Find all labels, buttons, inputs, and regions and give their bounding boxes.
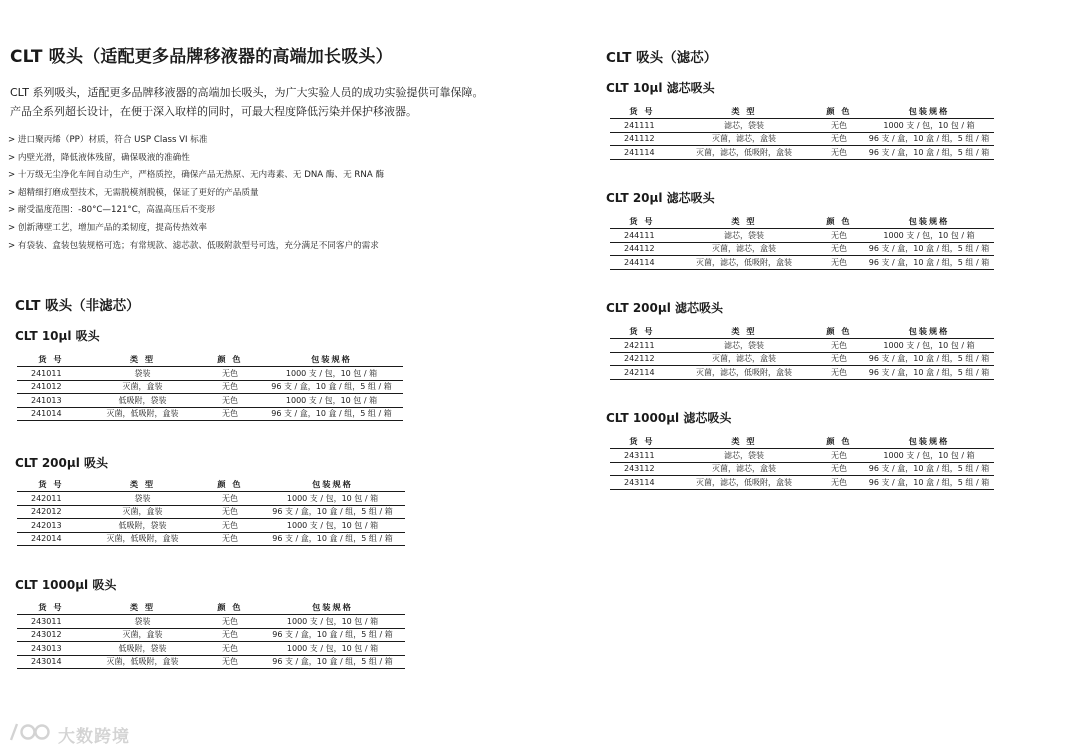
feature-item: > 十万级无尘净化车间自动生产，严格质控，确保产品无热原、无内毒素、无 DNA 酶、无 RNA 酶 (8, 170, 385, 181)
table-header-row (17, 600, 405, 615)
table-header-row (17, 477, 405, 492)
table-row (610, 242, 994, 256)
cell-code: 241114 (610, 146, 674, 160)
table-row (17, 655, 405, 669)
cell-code: 241111 (610, 119, 674, 133)
header-pack: 包装规格 (260, 352, 403, 367)
feature-item: > 超精细打磨成型技术，无需脱模剂脱模，保证了更好的产品质量 (8, 187, 259, 198)
cell-type: 灭菌，滤芯，低吸附，盒装 (674, 366, 814, 380)
cell-code: 243014 (17, 655, 85, 669)
cell-code: 242013 (17, 519, 85, 533)
spec-table (610, 324, 994, 380)
table-body (17, 615, 405, 669)
cell-pack: 1000 支 / 包，10 包 / 箱 (864, 229, 994, 243)
table-row (610, 366, 994, 380)
cell-code: 243013 (17, 642, 85, 656)
header-color: 颜 色 (814, 324, 864, 339)
cell-pack: 1000 支 / 包，10 包 / 箱 (864, 119, 994, 133)
table-row (17, 367, 403, 381)
cell-code: 244112 (610, 242, 674, 256)
cell-type: 袋装 (85, 492, 200, 506)
cell-pack: 1000 支 / 包，10 包 / 箱 (864, 339, 994, 353)
cell-color: 无色 (814, 132, 864, 146)
cell-code: 243012 (17, 628, 85, 642)
spec-table (17, 352, 403, 421)
cell-type: 低吸附，袋装 (85, 519, 200, 533)
cell-type: 灭菌，滤芯，盒装 (674, 352, 814, 366)
cell-pack: 96 支 / 盒，10 盒 / 组，5 组 / 箱 (864, 352, 994, 366)
section-title-nonfilter: CLT 吸头（非滤芯） (15, 298, 140, 314)
feature-list (8, 132, 568, 255)
cell-type: 灭菌，滤芯，盒装 (674, 132, 814, 146)
cell-pack: 96 支 / 盒，10 盒 / 组，5 组 / 箱 (260, 505, 405, 519)
cell-type: 灭菌，低吸附，盒装 (85, 532, 200, 546)
page-title: CLT 吸头（适配更多品牌移液器的高端加长吸头） (10, 47, 393, 67)
table-row (17, 394, 403, 408)
table-header-row (610, 104, 994, 119)
cell-color: 无色 (200, 615, 260, 629)
table-title: CLT 10μl 滤芯吸头 (606, 81, 715, 95)
table-row (17, 642, 405, 656)
cell-color: 无色 (814, 476, 864, 490)
table-body (610, 339, 994, 380)
table-row (17, 407, 403, 421)
header-color: 颜 色 (814, 104, 864, 119)
cell-pack: 96 支 / 盒，10 盒 / 组，5 组 / 箱 (864, 242, 994, 256)
spec-table (17, 600, 405, 669)
cell-type: 灭菌，盒装 (85, 505, 200, 519)
intro-line: 产品全系列超长设计，在便于深入取样的同时，可最大程度降低污染并保护移液器。 (10, 105, 417, 118)
cell-color: 无色 (814, 449, 864, 463)
cell-type: 灭菌，低吸附，盒装 (85, 407, 200, 421)
header-code: 货 号 (17, 477, 85, 492)
header-type: 类 型 (674, 324, 814, 339)
header-type: 类 型 (85, 352, 200, 367)
table-row (610, 476, 994, 490)
header-code: 货 号 (17, 600, 85, 615)
cell-type: 低吸附，袋装 (85, 642, 200, 656)
cell-code: 243111 (610, 449, 674, 463)
cell-type: 低吸附，袋装 (85, 394, 200, 408)
cell-code: 241011 (17, 367, 85, 381)
table-row (610, 462, 994, 476)
cell-pack: 1000 支 / 包，10 包 / 箱 (260, 519, 405, 533)
cell-pack: 96 支 / 盒，10 盒 / 组，5 组 / 箱 (864, 462, 994, 476)
cell-type: 滤芯，袋装 (674, 339, 814, 353)
table-row (17, 519, 405, 533)
table-row (610, 229, 994, 243)
section-title-filter: CLT 吸头（滤芯） (606, 50, 718, 66)
cell-code: 244111 (610, 229, 674, 243)
cell-pack: 96 支 / 盒，10 盒 / 组，5 组 / 箱 (260, 407, 403, 421)
table-row (610, 352, 994, 366)
header-pack: 包装规格 (260, 600, 405, 615)
cell-code: 242012 (17, 505, 85, 519)
cell-code: 241112 (610, 132, 674, 146)
table-title: CLT 1000μl 吸头 (15, 578, 117, 592)
cell-code: 243114 (610, 476, 674, 490)
cell-code: 242011 (17, 492, 85, 506)
table-row (610, 256, 994, 270)
table-row (17, 532, 405, 546)
cell-code: 242014 (17, 532, 85, 546)
cell-type: 灭菌，盒装 (85, 380, 200, 394)
feature-item: > 有袋装、盒装包装规格可选；有常规款、滤芯款、低吸附款型号可选，充分满足不同客户的需求 (8, 240, 379, 251)
intro-line: CLT 系列吸头，适配更多品牌移液器的高端加长吸头，为广大实验人员的成功实验提供可靠保障。 (10, 86, 484, 99)
header-color: 颜 色 (200, 600, 260, 615)
cell-color: 无色 (200, 407, 260, 421)
header-pack: 包装规格 (864, 104, 994, 119)
cell-type: 滤芯，袋装 (674, 229, 814, 243)
table-header-row (610, 214, 994, 229)
cell-color: 无色 (200, 519, 260, 533)
table-body (610, 449, 994, 490)
intro-paragraph (10, 83, 550, 121)
cell-code: 241013 (17, 394, 85, 408)
cell-pack: 96 支 / 盒，10 盒 / 组，5 组 / 箱 (864, 476, 994, 490)
header-code: 货 号 (610, 434, 674, 449)
cell-type: 灭菌，低吸附，盒装 (85, 655, 200, 669)
spec-table (610, 214, 994, 270)
cell-type: 滤芯，袋装 (674, 119, 814, 133)
cell-type: 袋装 (85, 367, 200, 381)
cell-code: 243112 (610, 462, 674, 476)
cell-color: 无色 (814, 229, 864, 243)
cell-color: 无色 (200, 655, 260, 669)
table-row (610, 132, 994, 146)
header-code: 货 号 (610, 104, 674, 119)
header-type: 类 型 (85, 600, 200, 615)
cell-color: 无色 (200, 380, 260, 394)
spec-table (610, 434, 994, 490)
cell-type: 滤芯，袋装 (674, 449, 814, 463)
spec-table (17, 477, 405, 546)
cell-color: 无色 (814, 242, 864, 256)
header-color: 颜 色 (814, 214, 864, 229)
cell-color: 无色 (200, 492, 260, 506)
table-body (610, 229, 994, 270)
watermark (8, 720, 130, 748)
cell-color: 无色 (200, 505, 260, 519)
spec-table (610, 104, 994, 160)
cell-color: 无色 (814, 119, 864, 133)
cell-pack: 1000 支 / 包，10 包 / 箱 (260, 642, 405, 656)
cell-color: 无色 (200, 642, 260, 656)
header-color: 颜 色 (814, 434, 864, 449)
table-row (17, 492, 405, 506)
cell-code: 243011 (17, 615, 85, 629)
cell-color: 无色 (200, 394, 260, 408)
header-pack: 包装规格 (260, 477, 405, 492)
cell-color: 无色 (814, 256, 864, 270)
table-title: CLT 10μl 吸头 (15, 329, 100, 343)
cell-pack: 1000 支 / 包，10 包 / 箱 (260, 394, 403, 408)
cell-pack: 1000 支 / 包，10 包 / 箱 (260, 615, 405, 629)
cell-pack: 1000 支 / 包，10 包 / 箱 (260, 492, 405, 506)
cell-type: 灭菌，滤芯，盒装 (674, 242, 814, 256)
table-row (17, 628, 405, 642)
cell-color: 无色 (814, 339, 864, 353)
header-pack: 包装规格 (864, 324, 994, 339)
cell-type: 灭菌，滤芯，低吸附，盒装 (674, 256, 814, 270)
header-code: 货 号 (17, 352, 85, 367)
cell-code: 244114 (610, 256, 674, 270)
cell-pack: 96 支 / 盒，10 盒 / 组，5 组 / 箱 (864, 146, 994, 160)
header-type: 类 型 (674, 434, 814, 449)
table-row (17, 615, 405, 629)
feature-item: > 进口聚丙烯（PP）材质，符合 USP Class VI 标准 (8, 135, 208, 145)
cell-pack: 96 支 / 盒，10 盒 / 组，5 组 / 箱 (864, 256, 994, 270)
cell-code: 242112 (610, 352, 674, 366)
cell-pack: 96 支 / 盒，10 盒 / 组，5 组 / 箱 (260, 628, 405, 642)
table-title: CLT 200μl 吸头 (15, 456, 109, 470)
table-row (610, 146, 994, 160)
cell-pack: 96 支 / 盒，10 盒 / 组，5 组 / 箱 (260, 532, 405, 546)
cell-color: 无色 (814, 366, 864, 380)
table-body (17, 367, 403, 421)
cell-code: 241014 (17, 407, 85, 421)
feature-item: > 创新薄壁工艺，增加产品的柔韧度，提高传热效率 (8, 222, 207, 233)
table-body (610, 119, 994, 160)
cell-color: 无色 (814, 462, 864, 476)
table-header-row (17, 352, 403, 367)
table-row (610, 339, 994, 353)
table-header-row (610, 324, 994, 339)
header-type: 类 型 (85, 477, 200, 492)
cell-code: 242111 (610, 339, 674, 353)
cell-code: 241012 (17, 380, 85, 394)
cell-pack: 96 支 / 盒，10 盒 / 组，5 组 / 箱 (864, 366, 994, 380)
cell-pack: 96 支 / 盒，10 盒 / 组，5 组 / 箱 (260, 655, 405, 669)
header-color: 颜 色 (200, 352, 260, 367)
cell-type: 灭菌，盒装 (85, 628, 200, 642)
cell-code: 242114 (610, 366, 674, 380)
header-color: 颜 色 (200, 477, 260, 492)
table-row (610, 119, 994, 133)
cell-type: 灭菌，滤芯，低吸附，盒装 (674, 146, 814, 160)
cell-type: 袋装 (85, 615, 200, 629)
header-type: 类 型 (674, 214, 814, 229)
table-title: CLT 20μl 滤芯吸头 (606, 191, 715, 205)
table-row (17, 380, 403, 394)
watermark-text: 大数跨境 (58, 726, 130, 747)
cell-color: 无色 (200, 532, 260, 546)
table-title: CLT 200μl 滤芯吸头 (606, 301, 724, 315)
cell-color: 无色 (814, 352, 864, 366)
cell-color: 无色 (200, 628, 260, 642)
cell-pack: 96 支 / 盒，10 盒 / 组，5 组 / 箱 (260, 380, 403, 394)
table-title: CLT 1000μl 滤芯吸头 (606, 411, 732, 425)
header-pack: 包装规格 (864, 434, 994, 449)
header-code: 货 号 (610, 214, 674, 229)
brand-logo-icon (8, 720, 52, 748)
cell-pack: 1000 支 / 包，10 包 / 箱 (864, 449, 994, 463)
cell-color: 无色 (814, 146, 864, 160)
header-pack: 包装规格 (864, 214, 994, 229)
table-row (610, 449, 994, 463)
table-header-row (610, 434, 994, 449)
cell-pack: 1000 支 / 包，10 包 / 箱 (260, 367, 403, 381)
table-row (17, 505, 405, 519)
feature-item: > 耐受温度范围：-80°C—121°C，高温高压后不变形 (8, 205, 216, 216)
header-code: 货 号 (610, 324, 674, 339)
cell-color: 无色 (200, 367, 260, 381)
cell-pack: 96 支 / 盒，10 盒 / 组，5 组 / 箱 (864, 132, 994, 146)
header-type: 类 型 (674, 104, 814, 119)
cell-type: 灭菌，滤芯，盒装 (674, 462, 814, 476)
cell-type: 灭菌，滤芯，低吸附，盒装 (674, 476, 814, 490)
feature-item: > 内壁光滑，降低液体残留，确保吸液的准确性 (8, 152, 190, 163)
table-body (17, 492, 405, 546)
